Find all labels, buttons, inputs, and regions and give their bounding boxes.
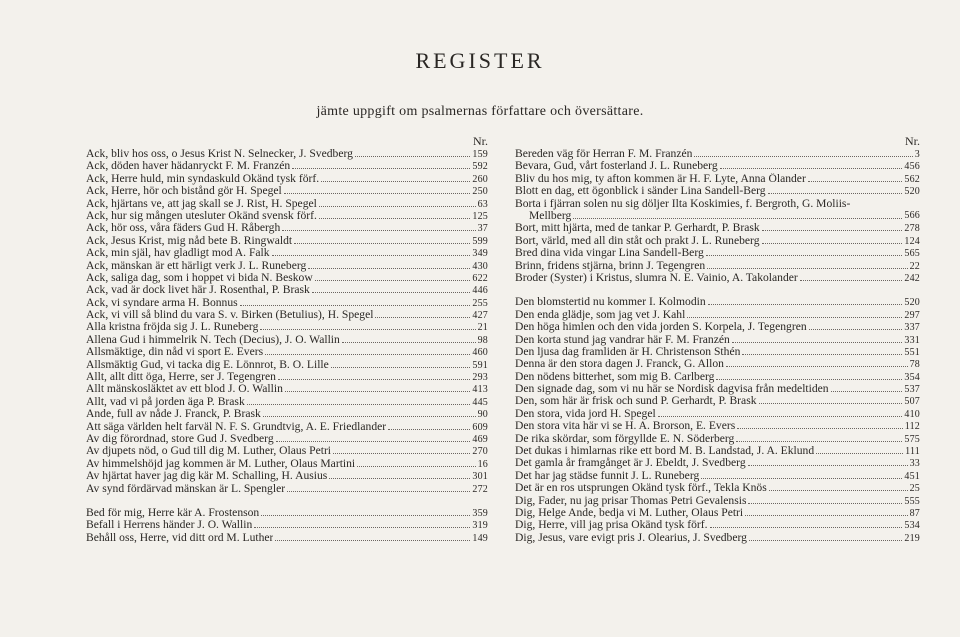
register-entry — [86, 532, 488, 544]
entry-text: Den enda glädje, som jag vet J. Kahl — [515, 308, 686, 321]
register-entry — [515, 532, 920, 544]
register-entry — [86, 173, 488, 185]
register-entry — [515, 433, 920, 445]
register-entry — [86, 507, 488, 519]
entry-number: 159 — [472, 149, 488, 160]
entry-text: Bereden väg för Herran F. M. Franzén — [515, 148, 693, 160]
entry-text: Dig, Helge Ande, bedja vi M. Luther, Olaus Petri — [515, 506, 744, 519]
register-entry — [515, 519, 920, 531]
entry-text: Allena Gud i himmelrik N. Tech (Decius), J. O. Wallin — [86, 333, 340, 346]
entry-number: 25 — [909, 483, 920, 495]
register-entry — [86, 519, 488, 531]
entry-text: Ack, hur sig mången utesluter Okänd svensk förf. — [86, 209, 317, 222]
entry-number: 575 — [904, 433, 920, 445]
register-entry — [86, 383, 488, 395]
entry-number: 255 — [472, 297, 488, 309]
page-title: REGISTER — [415, 48, 545, 73]
register-entry — [515, 235, 920, 247]
dot-leader — [808, 173, 903, 182]
dot-leader — [701, 470, 902, 479]
entry-text: Allt, allt ditt öga, Herre, ser J. Tegengren — [86, 371, 276, 384]
dot-leader — [748, 457, 908, 466]
dot-leader — [768, 185, 903, 194]
entry-text: Bevara, Gud, vårt fosterland J. L. Runeberg — [515, 160, 718, 173]
register-entry — [86, 185, 488, 197]
entry-text: Av dig förordnad, store Gud J. Svedberg — [86, 432, 274, 445]
entry-number: 446 — [472, 285, 488, 297]
dot-leader — [736, 433, 902, 442]
dot-leader — [254, 519, 470, 528]
entry-text: Befall i Herrens händer J. O. Wallin — [86, 519, 253, 532]
group-gap — [86, 495, 488, 507]
dot-leader — [287, 483, 470, 492]
entry-text: Ack, vi syndare arma H. Bonnus — [86, 296, 238, 309]
dot-leader — [312, 284, 471, 293]
register-entry — [86, 222, 488, 234]
dot-leader — [331, 359, 471, 368]
entry-text: Den ljusa dag framliden är H. Christenson Sthén — [515, 345, 741, 358]
entry-number: 16 — [477, 458, 488, 470]
entry-text: Ack, mänskan är ett härligt verk J. L. Runeberg — [86, 259, 307, 272]
register-entry — [86, 334, 488, 346]
register-entry — [515, 247, 920, 259]
dot-leader — [745, 507, 907, 516]
entry-text: Ack, döden haver hädanryckt F. M. Franzén — [86, 160, 291, 173]
entry-text: Bed för mig, Herre kär A. Frostenson — [86, 506, 260, 519]
register-entry — [515, 346, 920, 358]
register-entry — [86, 297, 488, 309]
dot-leader — [284, 185, 471, 194]
entry-text: Alla kristna fröjda sig J. L. Runeberg — [86, 321, 259, 334]
register-entry — [515, 309, 920, 321]
dot-leader — [321, 173, 470, 182]
register-entry — [86, 309, 488, 321]
register-entry — [515, 408, 920, 420]
register-entry — [86, 210, 488, 222]
register-entry — [515, 321, 920, 333]
dot-leader — [294, 235, 470, 244]
entry-text: Den stora vita här vi se H. A. Brorson, E. Evers — [515, 420, 736, 433]
register-entry — [515, 222, 920, 234]
page-subtitle: jämte uppgift om psalmernas författare och översättare. — [316, 104, 644, 119]
entry-number: 242 — [904, 272, 920, 284]
entry-text: Det gamla år framgånget är J. Ebeldt, J. Svedberg — [515, 457, 746, 470]
entry-text: Denna är den stora dagen J. Franck, G. Allon — [515, 358, 724, 371]
dot-leader — [710, 519, 903, 528]
register-entry — [86, 458, 488, 470]
entry-number: 427 — [472, 310, 488, 322]
register-entry — [86, 483, 488, 495]
entry-text: Bliv du hos mig, ty afton kommen är H. F. Lyte, Anna Ölander — [515, 172, 806, 185]
dot-leader — [716, 371, 902, 380]
entry-text: Bort, värld, med all din ståt och prakt J. L. Runeberg — [515, 234, 760, 247]
dot-leader — [247, 396, 471, 405]
dot-leader — [315, 272, 471, 281]
register-entry — [86, 408, 488, 420]
register-entry — [86, 346, 488, 358]
entry-text: Behåll oss, Herre, vid ditt ord M. Luther — [86, 531, 274, 544]
entry-number: 293 — [472, 372, 488, 384]
register-entry — [515, 457, 920, 469]
entry-number: 359 — [472, 507, 488, 519]
entry-number: 551 — [904, 346, 920, 358]
entry-number: 354 — [904, 371, 920, 383]
entry-number: 534 — [904, 520, 920, 532]
left-column — [86, 134, 488, 544]
entry-text: Dig, Jesus, vare evigt pris J. Olearius, J. Svedberg — [515, 531, 747, 544]
nr-heading: Nr. — [473, 134, 488, 148]
dot-leader — [375, 309, 470, 318]
register-entry — [86, 421, 488, 433]
dot-leader — [329, 470, 470, 479]
dot-leader — [573, 210, 902, 219]
entry-number: 250 — [472, 186, 488, 198]
dot-leader — [800, 272, 903, 281]
entry-text: Av hjärtat haver jag dig kär M. Schalling, H. Ausius — [86, 470, 328, 483]
dot-leader — [319, 198, 476, 207]
register-entry — [515, 160, 920, 172]
nr-heading: Nr. — [905, 134, 920, 148]
register-entry — [515, 420, 920, 432]
entry-number: 78 — [909, 359, 920, 371]
dot-leader — [261, 507, 470, 516]
entry-text: Borta i fjärran solen nu sig döljer Ilta Koskimies, f. Bergroth, G. Moliis- — [515, 197, 851, 210]
register-entry — [515, 445, 920, 457]
dot-leader — [357, 458, 475, 467]
entry-number: 507 — [904, 396, 920, 408]
entry-text: Bort, mitt hjärta, med de tankar P. Gerhardt, P. Brask — [515, 222, 760, 235]
entry-text: Ack, min själ, hav gladligt mod A. Falk — [86, 247, 270, 260]
dot-leader — [759, 395, 903, 404]
right-entries-b — [515, 296, 920, 544]
entry-text: Ande, full av nåde J. Franck, P. Brask — [86, 408, 261, 421]
entry-number: 111 — [905, 446, 920, 458]
entry-text: Dig, Fader, nu jag prisar Thomas Petri Gevalensis — [515, 494, 747, 507]
entry-text: Ack, Herre huld, min syndaskuld Okänd tysk förf. — [86, 172, 320, 185]
right-column — [515, 134, 920, 544]
register-entry — [86, 433, 488, 445]
entry-text: Det har jag städse funnit J. L. Runeberg — [515, 469, 700, 482]
entry-number: 566 — [904, 209, 920, 221]
entry-number: 565 — [904, 248, 920, 260]
entry-number: 622 — [472, 272, 488, 284]
entry-number: 591 — [472, 359, 488, 371]
entry-number: 331 — [904, 334, 920, 346]
entry-text: Allsmäktig Gud, vi tacka dig E. Lönnrot, B. O. Lille — [86, 358, 329, 371]
dot-leader — [708, 296, 903, 305]
entry-text: Ack, Herre, hör och bistånd gör H. Spegel — [86, 185, 282, 198]
entry-number: 451 — [904, 470, 920, 482]
entry-continuation — [515, 210, 920, 222]
entry-number: 456 — [904, 161, 920, 173]
dot-leader — [809, 321, 903, 330]
register-entry — [515, 358, 920, 370]
dot-leader — [769, 482, 908, 491]
entry-number: 272 — [472, 483, 488, 495]
register-entry — [515, 371, 920, 383]
entry-text: Allsmäktige, din nåd vi sport E. Evers — [86, 346, 264, 359]
register-entry — [515, 296, 920, 308]
entry-text: Av synd fördärvad mänskan är L. Spengler — [86, 482, 286, 495]
dot-leader — [737, 420, 903, 429]
entry-number: 413 — [472, 384, 488, 396]
entry-number: 430 — [472, 260, 488, 272]
dot-leader — [240, 297, 471, 306]
entry-number: 219 — [904, 532, 920, 544]
dot-leader — [749, 532, 902, 541]
dot-leader — [355, 148, 470, 157]
dot-leader — [748, 495, 902, 504]
entry-text: Dig, Herre, vill jag prisa Okänd tysk förf. — [515, 519, 708, 532]
register-entry — [515, 395, 920, 407]
dot-leader — [308, 260, 470, 269]
entry-number: 21 — [477, 322, 488, 334]
register-entry — [515, 198, 920, 223]
register-entry — [86, 321, 488, 333]
entry-text: Ack, hjärtans ve, att jag skall se J. Rist, H. Spegel — [86, 197, 317, 210]
entry-text: Allt mänskosläktet av ett blod J. O. Wallin — [86, 383, 283, 396]
entry-text: Ack, Jesus Krist, mig nåd bete B. Ringwaldt — [86, 234, 293, 247]
entry-number: 469 — [472, 433, 488, 445]
register-entry — [515, 185, 920, 197]
register-entry — [515, 334, 920, 346]
entry-number: 98 — [477, 334, 488, 346]
register-entry — [515, 260, 920, 272]
register-entry — [86, 470, 488, 482]
dot-leader — [278, 371, 470, 380]
register-entry — [86, 260, 488, 272]
dot-leader — [658, 408, 903, 417]
register-entry — [86, 284, 488, 296]
entry-text: Att säga världen helt farväl N. F. S. Grundtvig, A. E. Friedlander — [86, 420, 387, 433]
entry-text: Brinn, fridens stjärna, brinn J. Tegengren — [515, 259, 706, 272]
entry-number: 520 — [904, 297, 920, 309]
register-entry — [86, 371, 488, 383]
entry-number: 349 — [472, 248, 488, 260]
dot-leader — [342, 334, 476, 343]
entry-text: Det dukas i himlarnas rike ett bord M. B. Landstad, J. A. Eklund — [515, 445, 815, 458]
entry-number: 149 — [472, 532, 488, 544]
dot-leader — [831, 383, 903, 392]
entry-text: Ack, vi vill så blind du vara S. v. Birken (Betulius), H. Spegel — [86, 309, 374, 322]
entry-number: 33 — [909, 458, 920, 470]
entry-number: 537 — [904, 384, 920, 396]
entry-number: 260 — [472, 173, 488, 185]
entry-text: Den nödens bitterhet, som mig B. Carlberg — [515, 370, 715, 383]
dot-leader — [265, 346, 470, 355]
register-entry — [515, 470, 920, 482]
register-entry — [86, 148, 488, 160]
dot-leader — [260, 321, 475, 330]
entry-number: 520 — [904, 186, 920, 198]
entry-text: Den, som här är frisk och sund P. Gerhardt, P. Brask — [515, 395, 757, 408]
register-entry — [515, 482, 920, 494]
entry-number: 37 — [477, 223, 488, 235]
register-entry — [86, 247, 488, 259]
entry-text: Av himmelshöjd jag kommen är M. Luther, Olaus Martini — [86, 457, 356, 470]
dot-leader — [275, 532, 470, 541]
dot-leader — [816, 445, 903, 454]
register-entry — [86, 445, 488, 457]
entry-text-continued: Mellberg — [529, 208, 572, 222]
entry-number: 609 — [472, 421, 488, 433]
entry-text: Det är en ros utsprungen Okänd tysk förf., Tekla Knös — [515, 482, 767, 495]
dot-leader — [706, 247, 903, 256]
group-gap — [515, 284, 920, 296]
dot-leader — [285, 383, 471, 392]
entry-number: 319 — [472, 520, 488, 532]
entry-number: 410 — [904, 408, 920, 420]
entry-number: 592 — [472, 161, 488, 173]
entry-number: 63 — [477, 198, 488, 210]
entry-text: Den korta stund jag vandrar här F. M. Franzén — [515, 333, 730, 346]
entry-text: Ack, bliv hos oss, o Jesus Krist N. Selnecker, J. Svedberg — [86, 148, 353, 160]
register-entry — [86, 160, 488, 172]
entry-number: 112 — [904, 421, 920, 433]
entry-number: 3 — [914, 149, 920, 160]
entry-number: 555 — [904, 495, 920, 507]
dot-leader — [732, 334, 903, 343]
entry-number: 460 — [472, 347, 488, 359]
dot-leader — [319, 210, 471, 219]
entry-number: 87 — [909, 507, 920, 519]
entry-number: 301 — [472, 471, 488, 483]
entry-text: Broder (Syster) i Kristus, slumra N. E. Vainio, A. Takolander — [515, 271, 798, 284]
entry-number: 125 — [472, 210, 488, 222]
entry-text: Blott en dag, ett ögonblick i sänder Lina Sandell-Berg — [515, 185, 766, 198]
dot-leader — [276, 433, 471, 442]
register-entry — [86, 235, 488, 247]
dot-leader — [707, 260, 907, 269]
right-entries-a — [515, 148, 920, 284]
dot-leader — [762, 235, 903, 244]
entry-number: 270 — [472, 446, 488, 458]
register-entry — [86, 272, 488, 284]
entry-text: Den stora, vida jord H. Spegel — [515, 407, 656, 420]
dot-leader — [726, 358, 908, 367]
entry-text: Bred dina vida vingar Lina Sandell-Berg — [515, 247, 704, 260]
register-entry — [86, 396, 488, 408]
dot-leader — [388, 421, 470, 430]
register-entry — [515, 272, 920, 284]
dot-leader — [333, 445, 470, 454]
entry-text: Den blomstertid nu kommer I. Kolmodin — [515, 296, 706, 309]
left-entries-b — [86, 507, 488, 544]
register-entry — [515, 173, 920, 185]
entry-text: Ack, saliga dag, som i hoppet vi bida N. Beskow — [86, 271, 313, 284]
entry-text: Allt, vad vi på jorden äga P. Brask — [86, 395, 245, 408]
entry-number: 297 — [904, 309, 920, 321]
dot-leader — [742, 346, 902, 355]
dot-leader — [263, 408, 476, 417]
dot-leader — [694, 148, 912, 157]
dot-leader — [292, 160, 470, 169]
dot-leader — [762, 222, 903, 231]
entry-number: 124 — [904, 235, 920, 247]
entry-number: 90 — [477, 409, 488, 421]
entry-number: 278 — [904, 223, 920, 235]
dot-leader — [272, 247, 471, 256]
register-entry — [515, 495, 920, 507]
register-entry — [515, 148, 920, 160]
entry-text: Ack, vad är dock livet här J. Rosenthal, P. Brask — [86, 284, 310, 297]
register-entry — [86, 359, 488, 371]
register-entry — [515, 383, 920, 395]
dot-leader — [687, 309, 902, 318]
left-entries-a — [86, 148, 488, 495]
entry-number: 445 — [472, 396, 488, 408]
entry-number: 599 — [472, 235, 488, 247]
entry-text: Den signade dag, som vi nu här se Nordisk dagvisa från medeltiden — [515, 383, 829, 396]
entry-text: De rika skördar, som förgyllde E. N. Söderberg — [515, 432, 735, 445]
register-entry — [86, 198, 488, 210]
entry-text: Den höga himlen och den vida jorden S. Korpela, J. Tegengren — [515, 321, 807, 334]
entry-number: 22 — [909, 260, 920, 272]
entry-text: Av djupets nöd, o Gud till dig M. Luther, Olaus Petri — [86, 445, 332, 458]
entry-number: 562 — [904, 173, 920, 185]
dot-leader — [720, 160, 903, 169]
dot-leader — [282, 222, 475, 231]
entry-number: 337 — [904, 322, 920, 334]
entry-text: Ack, hör oss, våra fäders Gud H. Råbergh — [86, 222, 281, 235]
register-entry — [515, 507, 920, 519]
